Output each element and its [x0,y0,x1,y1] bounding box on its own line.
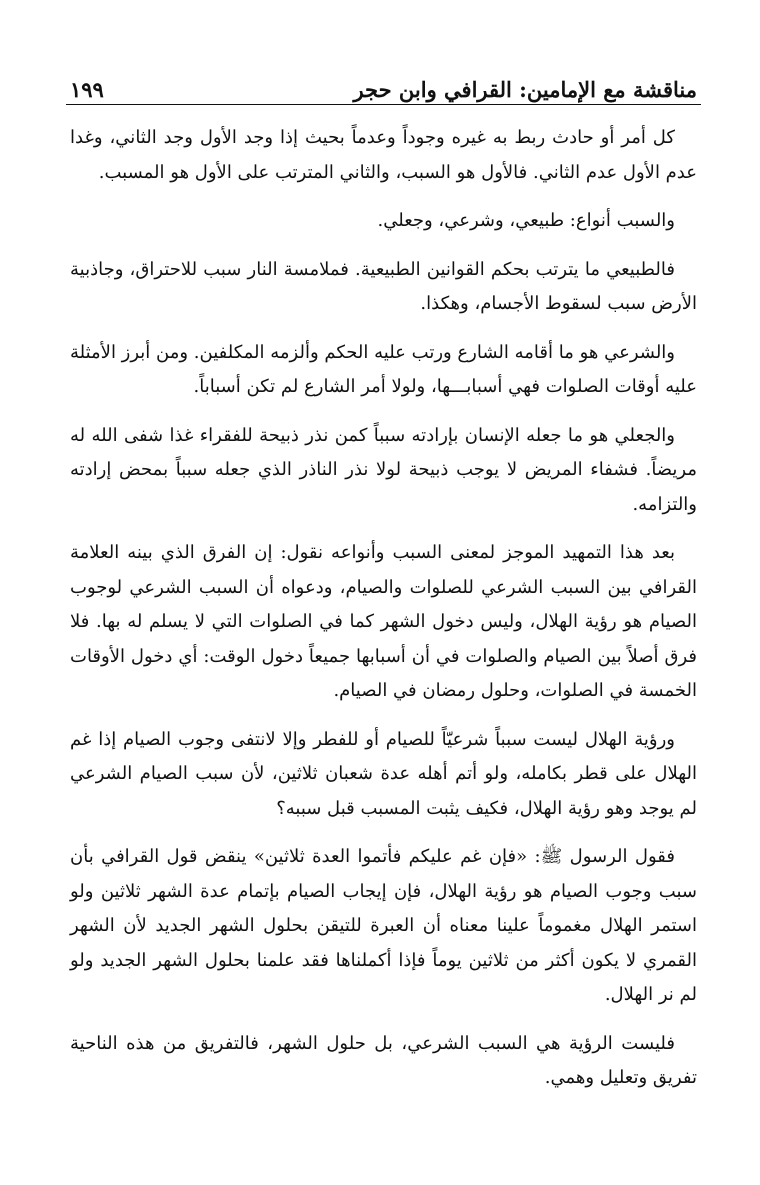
page-number: ١٩٩ [70,77,104,102]
paragraph-cause-types: والسبب أنواع: طبيعي، وشرعي، وجعلي. [377,210,675,231]
paragraph-assigned-cause: والجعلي هو ما جعله الإنسان بإرادته سبباً كمن نذر ذبيحة للفقراء غذا شفى الله له مريضاً. فشفاء المريض لا يوجب ذبيحة لولا نذر الناذر الذي جعله سبباً بمحض إرادته والتزامه. [70,424,697,515]
running-title: مناقشة مع الإمامين: القرافي وابن حجر [353,77,697,102]
running-header [66,66,701,105]
body-text [66,121,701,1096]
paragraph-qarafi-distinction: بعد هذا التمهيد الموجز لمعنى السبب وأنواعه نقول: إن الفرق الذي بينه العلامة القرافي بين السبب الشرعي للصلوات والصيام، ودعواه أن السبب الشرعي لوجوب الصيام هو رؤية الهلال، وليس دخول الشهر كما في الصلوات التي لا يسلم له بها. فلا فرق أصلاً بين الصيام والصلوات في أن أسبابها جميعاً دخول الوقت: أي دخول الأوقات الخمسة في الصلوات، وحلول رمضان في الصيام. [70,542,697,701]
paragraph-cause-definition: كل أمر أو حادث ربط به غيره وجوداً وعدماً بحيث إذا وجد الأول وجد الثاني، وغدا عدم الأول عدم الثاني. فالأول هو السبب، والثاني المترتب على الأول هو المسبب. [70,127,697,183]
paragraph-natural-cause: فالطبيعي ما يترتب بحكم القوانين الطبيعية. فملامسة النار سبب للاحتراق، وجاذبية الأرض سبب لسقوط الأجسام، وهكذا. [70,258,697,314]
paragraph-conclusion: فليست الرؤية هي السبب الشرعي، بل حلول الشهر، فالتفريق من هذه الناحية تفريق وتعليل وهمي. [70,1032,697,1088]
paragraph-crescent-sighting: ورؤية الهلال ليست سبباً شرعيّاً للصيام أو للفطر وإلا لانتفى وجوب الصيام إذا غم الهلال على قطر بكامله، ولو أتم أهله عدة شعبان ثلاثين، لأن سبب الصيام الشرعي لم يوجد وهو رؤية الهلال، فكيف يثبت المسبب قبل سببه؟ [70,728,697,819]
paragraph-prophet-hadith: فقول الرسول ﷺ: «فإن غم عليكم فأتموا العدة ثلاثين» ينقض قول القرافي بأن سبب وجوب الصيام هو رؤية الهلال، فإن إيجاب الصيام بإتمام عدة الشهر ثلاثين ولو استمر الهلال مغموماً علينا معناه أن العبرة للتيقن بحلول الشهر الجديد لأن الشهر القمري لا يكون أكثر من ثلاثين يوماً فإذا أكملناها فقد علمنا بحلول الشهر الجديد ولو لم نر الهلال. [70,846,697,1005]
paragraph-legal-cause: والشرعي هو ما أقامه الشارع ورتب عليه الحكم وألزمه المكلفين. ومن أبرز الأمثلة عليه أوقات الصلوات فهي أسبابـــها، ولولا أمر الشارع لم تكن أسباباً. [70,341,697,397]
book-page [66,66,701,1110]
